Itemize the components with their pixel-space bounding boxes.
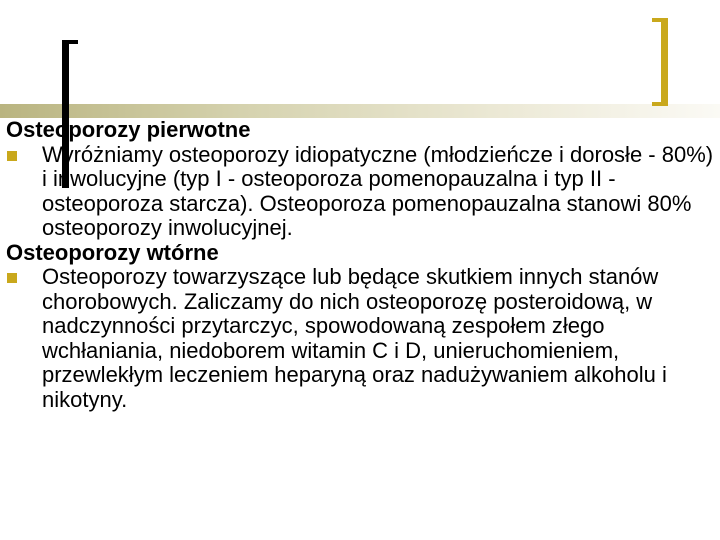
bullet-item-primary	[6, 143, 714, 241]
bullet-text-secondary: Osteoporozy towarzyszące lub będące skutkiem innych stanów chorobowych. Zaliczamy do nich osteoporozę posteroidową, w nadczynności przytarczyc, spowodowaną zespołem złego wchłaniania, niedoborem witamin C i D, unieruchomieniem, przewlekłym leczeniem heparyną oraz nadużywaniem alkoholu i nikotyny.	[42, 264, 667, 412]
left-bracket-top-serif	[62, 40, 78, 44]
right-bracket-decoration	[661, 18, 668, 106]
decorative-gradient-band	[0, 104, 720, 118]
section-heading-secondary: Osteoporozy wtórne	[6, 239, 219, 265]
right-bracket-bottom-serif	[652, 102, 668, 106]
right-bracket-top-serif	[652, 18, 668, 22]
bullet-item-secondary	[6, 265, 714, 412]
section-heading-primary: Osteoporozy pierwotne	[6, 117, 251, 142]
square-bullet-icon	[7, 151, 17, 161]
square-bullet-icon	[7, 273, 17, 283]
slide-content	[6, 118, 714, 412]
bullet-text-primary: Wyróżniamy osteoporozy idiopatyczne (młodzieńcze i dorosłe - 80%) i inwolucyjne (typ I - osteoporoza pomenopauzalna i typ II - osteoporoza starcza). Osteoporoza pomenopauzalna stanowi 80% osteoporozy inwolucyjnej.	[42, 141, 714, 240]
